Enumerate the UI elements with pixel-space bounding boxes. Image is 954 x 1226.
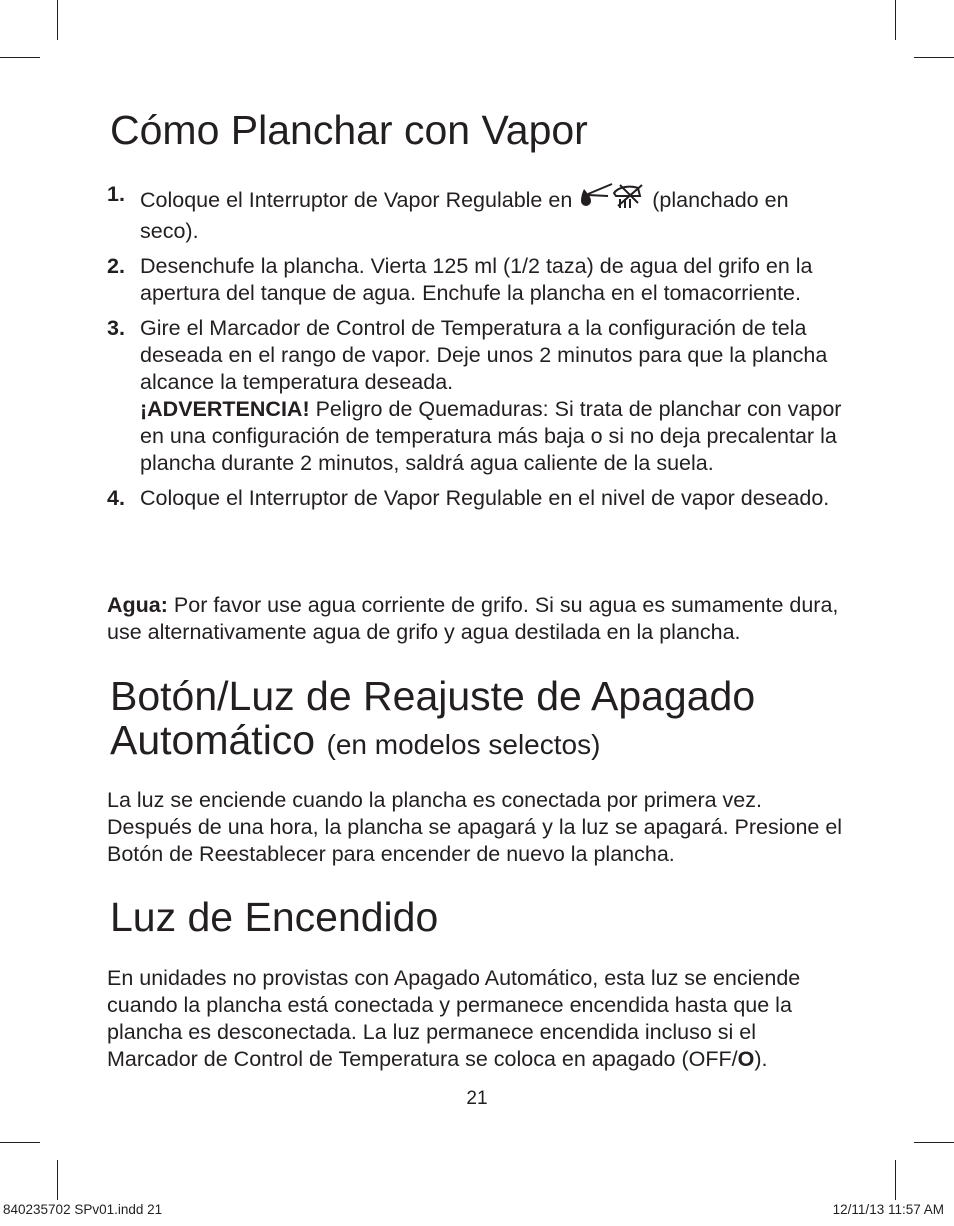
crop-mark xyxy=(0,1142,40,1143)
step-1 xyxy=(107,181,847,245)
auto-off-paragraph: La luz se enciende cuando la plancha es conectada por primera vez. Después de una hora, la plancha se apagará y la luz se apagará. Presione el Botón de Reestablecer para encender de nuevo la plancha. xyxy=(107,788,843,866)
warning-text: Peligro de Quemaduras: Si trata de planchar con vapor en una configuración de temperatura más baja o si no deja precalentar la plancha durante 2 minutos, saldrá agua caliente de la suela. xyxy=(140,397,842,475)
step-text: Coloque el Interruptor de Vapor Regulable en el nivel de vapor deseado. xyxy=(140,486,830,510)
crop-mark xyxy=(895,0,896,40)
step-3 xyxy=(107,315,847,477)
crop-mark xyxy=(0,57,40,58)
footer-timestamp: 12/11/13 11:57 AM xyxy=(832,1202,944,1217)
crop-mark xyxy=(57,0,58,40)
steps-list xyxy=(107,181,847,512)
section-title-steam-ironing: Cómo Planchar con Vapor xyxy=(110,107,588,153)
water-note-text: Por favor use agua corriente de grifo. Si su agua es sumamente dura, use alternativamente agua de grifo y agua destilada en la plancha. xyxy=(107,593,839,644)
section-title-power-light: Luz de Encendido xyxy=(110,894,439,940)
step-text: Coloque el Interruptor de Vapor Regulable en xyxy=(140,188,573,212)
step-number: 2. xyxy=(107,254,125,278)
step-text-continued: (planchado en seco). xyxy=(140,188,789,243)
step-2 xyxy=(107,253,847,307)
step-number: 4. xyxy=(107,486,125,510)
step-text: Desenchufe la plancha. Vierta 125 ml (1/2 taza) de agua del grifo en la apertura del tanque de agua. Enchufe la plancha en el tomacorriente. xyxy=(140,254,813,305)
crop-mark xyxy=(57,1160,58,1200)
title-subtitle: (en modelos selectos) xyxy=(326,729,601,760)
step-number: 1. xyxy=(107,182,125,206)
crop-mark xyxy=(895,1160,896,1200)
title-line-1: Botón/Luz de Reajuste de Apagado xyxy=(110,673,756,719)
step-number: 3. xyxy=(107,316,125,340)
dry-ironing-icon xyxy=(578,181,646,218)
step-4 xyxy=(107,485,847,512)
power-light-text: En unidades no provistas con Apagado Automático, esta luz se enciende cuando la plancha está conectada y permanece encendida hasta que la plancha es desconectada. La luz permanece encendida incluso si el Marcador de Control de Temperatura se coloca en apagado (OFF/ xyxy=(107,966,801,1071)
title-line-2: Automático xyxy=(110,717,316,763)
warning-label: ¡ADVERTENCIA! xyxy=(140,397,310,421)
water-note xyxy=(107,592,852,646)
crop-mark xyxy=(914,57,954,58)
footer-file-slug: 840235702 SPv01.indd 21 xyxy=(3,1202,163,1217)
power-light-paragraph xyxy=(107,965,852,1073)
step-text: Gire el Marcador de Control de Temperatura a la configuración de tela deseada en el rango de vapor. Deje unos 2 minutos para que la plancha alcance la temperatura deseada. xyxy=(140,316,828,394)
page-number: 21 xyxy=(466,1088,488,1109)
crop-mark xyxy=(914,1142,954,1143)
water-note-label: Agua: xyxy=(107,593,168,617)
section-title-auto-off xyxy=(110,674,755,767)
off-symbol: O xyxy=(737,1047,755,1071)
power-light-text-end: ). xyxy=(754,1047,768,1071)
